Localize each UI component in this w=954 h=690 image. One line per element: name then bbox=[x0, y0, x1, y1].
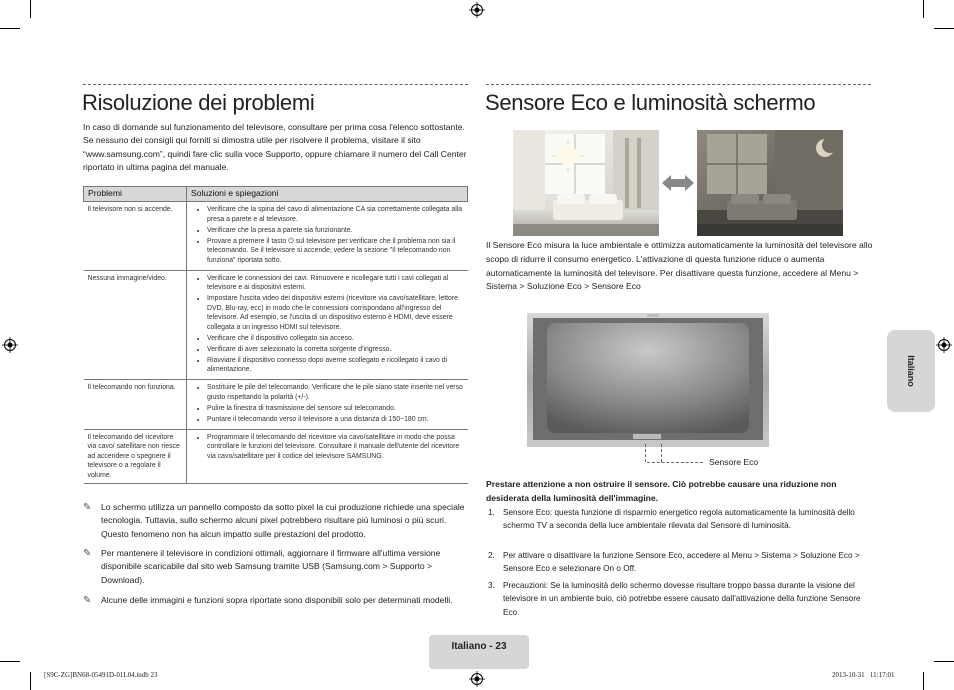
crop-mark bbox=[0, 28, 20, 29]
sensor-callout-bracket bbox=[645, 444, 662, 462]
footer-file-info: [S9C-ZG]BN68-05491D-01L04.indb 23 bbox=[44, 671, 158, 679]
crop-mark bbox=[30, 0, 31, 18]
registration-mark-icon bbox=[2, 337, 18, 353]
solution-cell bbox=[187, 270, 468, 380]
menu-path-item: Sensore Eco bbox=[591, 281, 641, 292]
intro-paragraph: In caso di domande sul funzionamento del televisore, consultare per prima cosa l'elenco sottostante. Se nessuno dei consigli qui forniti si dimostra utile per risolvere il problema, visitare il sito “www.samsung.com”, quindi fare clic sulla voce Supporto, oppure chiamare il numero del Call Center riportato in ultima pagina del manuale. bbox=[83, 122, 467, 173]
registration-mark-icon bbox=[469, 2, 485, 18]
sensor-label: Sensore Eco bbox=[709, 457, 759, 467]
crop-mark bbox=[934, 661, 954, 662]
crop-mark bbox=[923, 0, 924, 18]
note-pencil-icon: ✎ bbox=[83, 595, 92, 606]
solution-item: • Puntare il telecomando verso il televisore a una distanza di 150~180 cm. bbox=[207, 415, 465, 425]
step-keyword: Sensore Eco bbox=[503, 594, 861, 617]
section-divider bbox=[83, 84, 468, 85]
description-text: Il Sensore Eco misura la luce ambientale e ottimizza automaticamente la luminosità del televisore allo scopo di ridurre il consumo energetico. L'attivazione di questa funzione riduce o aumenta automaticamente la luminosità del televisore. Per disattivare questa funzione, accedere al Menu > bbox=[486, 240, 873, 278]
crop-mark bbox=[934, 28, 954, 29]
table-header-solutions: Soluzioni e spiegazioni bbox=[187, 187, 468, 202]
step-number: 2. bbox=[488, 551, 495, 560]
solution-item: • Sostituire le pile del telecomando. Verificare che le pile siano state inserite nel verso giusto rispettando la polarità (+/-). bbox=[207, 383, 465, 402]
step-keyword: Sensore Eco bbox=[503, 564, 550, 574]
tv-illustration bbox=[527, 313, 769, 447]
note bbox=[83, 594, 469, 607]
step-number: 1. bbox=[488, 508, 495, 517]
solution-item: • Riavviare il dispositivo connesso dopo averne scollegato e ricollegato il cavo di alimentazione. bbox=[207, 356, 465, 375]
problem-cell: Il televisore non si accende. bbox=[84, 202, 187, 271]
solution-item: • Verificare di aver selezionato la corretta sorgente d'ingresso. bbox=[207, 345, 465, 355]
troubleshooting-table bbox=[83, 186, 468, 484]
step-keyword: Sensore Eco bbox=[635, 551, 683, 560]
note-pencil-icon: ✎ bbox=[83, 548, 92, 559]
note bbox=[83, 547, 469, 587]
page-number: Italiano - 23 bbox=[451, 641, 507, 652]
table-header-problems: Problemi bbox=[84, 187, 187, 202]
table-row bbox=[84, 429, 468, 484]
menu-separator: > bbox=[517, 281, 527, 292]
note bbox=[83, 501, 469, 541]
solution-item: • Verificare le connessioni dei cavi. Rimuovere e ricollegare tutti i cavi collegati al televisore e ai dispositivi esterni. bbox=[207, 274, 465, 293]
step-keyword: Sistema bbox=[761, 551, 791, 560]
crop-mark bbox=[0, 661, 20, 662]
warning-text: Prestare attenzione a non ostruire il sensore. Ciò potrebbe causare una riduzione non desiderata della luminosità dell'immagine. bbox=[486, 479, 837, 503]
language-side-tab bbox=[887, 330, 935, 412]
solution-item: • Verificare che la spina del cavo di alimentazione CA sia correttamente collegata alla presa a parete e al televisore. bbox=[207, 205, 465, 224]
note-text: Alcune delle immagini e funzioni sopra riportate sono disponibili solo per determinati modelli. bbox=[101, 595, 453, 605]
step-text: : questa funzione di risparmio energetico regola automaticamente la luminosità dello schermo TV a seconda della luce ambientale rilevata dal Sensore di luminosità. bbox=[503, 508, 855, 531]
section-divider bbox=[486, 84, 871, 85]
sensor-callout-line bbox=[647, 462, 703, 463]
solution-cell bbox=[187, 380, 468, 430]
step-keyword: On bbox=[603, 564, 615, 574]
list-item bbox=[486, 579, 872, 619]
page-number-badge bbox=[429, 635, 529, 669]
problem-cell: Il telecomando del ricevitore via cavo/ satellitare non riesce ad accendere o spegnere il televisore o a regolare il volume. bbox=[84, 429, 187, 484]
step-text: Precauzioni: Se la luminosità dello schermo dovesse risultare troppo bassa durante la visione del televisore in un ambiente buio, ciò potrebbe essere causato dall'attivazione della funzione bbox=[503, 581, 855, 604]
bright-room-image bbox=[513, 130, 659, 236]
menu-path-item: Sistema bbox=[486, 281, 518, 292]
solution-item: • Verificare che il dispositivo collegato sia acceso. bbox=[207, 334, 465, 344]
section-title: Sensore Eco e luminosità schermo bbox=[485, 90, 816, 115]
step-text: , accedere al Menu > bbox=[682, 551, 762, 560]
table-row bbox=[84, 202, 468, 271]
table-row bbox=[84, 270, 468, 380]
registration-mark-icon bbox=[936, 337, 952, 353]
crop-mark bbox=[923, 672, 924, 690]
solution-item: • Provare a premere il tasto ⏻ sul televisore per verificare che il problema non sia il telecomando. Se il televisore si accende, vedere la sezione "Il telecomando non funziona" riportata sotto. bbox=[207, 237, 465, 266]
step-text: > bbox=[790, 551, 801, 560]
double-arrow-icon bbox=[662, 174, 694, 192]
solution-item: • Pulire la finestra di trasmissione del sensore sul telecomando. bbox=[207, 404, 465, 414]
step-number: 3. bbox=[488, 581, 495, 590]
table-row bbox=[84, 380, 468, 430]
solution-item: • Verificare che la presa a parete sia funzionante. bbox=[207, 226, 465, 236]
problem-cell: Il telecomando non funziona. bbox=[84, 380, 187, 430]
section-title: Risoluzione dei problemi bbox=[82, 90, 315, 115]
problem-cell: Nessuna immagine/video. bbox=[84, 270, 187, 380]
solution-item: • Programmare il telecomando del ricevitore via cavo/satellitare in modo che possa controllare le funzioni del televisore. Consultare il manuale dell'utente del ricevitore via cavo/satellitare per il codice del televisore SAMSUNG. bbox=[207, 433, 465, 462]
note-text: Lo schermo utilizza un pannello composto da sotto pixel la cui produzione richiede una speciale tecnologia. Tuttavia, sullo schermo alcuni pixel potrebbero risultare più luminosi o più scuri. Questo fenomeno non ha alcun impatto sulle prestazioni del prodotto. bbox=[101, 502, 465, 539]
language-label: Italiano bbox=[906, 355, 916, 387]
list-item bbox=[486, 549, 872, 576]
menu-separator: > bbox=[581, 281, 592, 292]
solution-cell bbox=[187, 429, 468, 484]
step-text: e selezionare bbox=[549, 564, 604, 574]
solution-cell bbox=[187, 202, 468, 271]
menu-path-item: Soluzione Eco bbox=[526, 281, 582, 292]
step-text: . bbox=[633, 564, 637, 574]
note-text: Per mantenere il televisore in condizioni ottimali, aggiornare il firmware all'ultima versione disponibile scaricabile dal sito web Samsung tramite USB (Samsung.com > Supporto > Download). bbox=[101, 548, 441, 585]
step-keyword: Sensore Eco bbox=[503, 508, 550, 517]
step-text: . bbox=[517, 607, 520, 617]
step-keyword: Off bbox=[623, 564, 634, 574]
crop-mark bbox=[30, 672, 31, 690]
footer-timestamp: 2013-10-31 11:17:01 bbox=[832, 671, 895, 679]
step-text: Per attivare o disattivare la funzione bbox=[503, 551, 636, 560]
list-item bbox=[486, 506, 872, 533]
registration-mark-icon bbox=[469, 671, 485, 687]
dark-room-image bbox=[697, 130, 843, 236]
step-text: > bbox=[852, 551, 860, 560]
eco-sensor-description bbox=[486, 239, 873, 294]
note-pencil-icon: ✎ bbox=[83, 502, 92, 513]
step-keyword: Soluzione Eco bbox=[800, 551, 853, 560]
solution-item: • Impostare l'uscita video dei dispositivi esterni (ricevitore via cavo/satellitare, lettore DVD, Blu-ray, ecc) in modo che le connessioni corrispondano all'ingresso del televisore. Ad esempio, se l'uscita di un dispositivo esterno è HDMI, deve essere collegata a un ingresso HDMI sul televisore. bbox=[207, 294, 465, 332]
step-text: o bbox=[614, 564, 624, 574]
